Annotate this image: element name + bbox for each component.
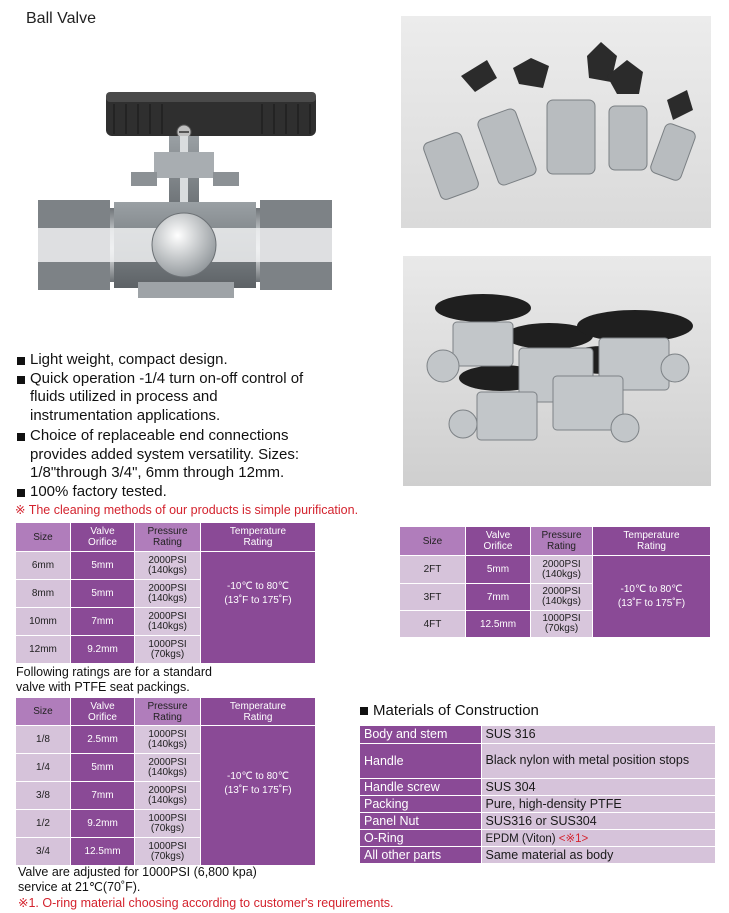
cell-pressure: 1000PSI (70kgs) <box>135 838 201 866</box>
feature-item: 100% factory tested. <box>16 483 376 502</box>
material-value: Same material as body <box>481 846 715 863</box>
cell-orifice: 12.5mm <box>71 838 135 866</box>
table-row <box>360 846 715 863</box>
cell-size: 8mm <box>16 580 71 608</box>
cell-pressure: 2000PSI (140kgs) <box>135 782 201 810</box>
size-table-inch <box>16 698 316 866</box>
cell-pressure: 1000PSI (140kgs) <box>135 726 201 754</box>
material-part: Panel Nut <box>360 812 481 829</box>
material-part: Packing <box>360 795 481 812</box>
size-table-ft <box>400 527 711 638</box>
cleaning-note: ※ The cleaning methods of our products is simple purification. <box>15 503 359 517</box>
header-pressure: Pressure Rating <box>531 527 593 556</box>
feature-item: Quick operation -1/4 turn on-off control of <box>16 370 376 389</box>
table-row <box>360 778 715 795</box>
material-value: Pure, high-density PTFE <box>481 795 715 812</box>
feature-item-line: instrumentation applications. <box>30 406 221 424</box>
cell-size: 1/8 <box>16 726 71 754</box>
table-row <box>16 726 316 754</box>
feature-item-line: provides added system versatility. Sizes: <box>30 445 299 463</box>
oring-note: ※1. O-ring material choosing according to customer's requirements. <box>18 896 394 910</box>
feature-item-line: 1/8"through 3/4", 6mm through 12mm. <box>30 464 285 481</box>
material-value: SUS 304 <box>481 778 715 795</box>
cell-size: 2FT <box>400 556 466 584</box>
valves-assembly-photo <box>403 256 711 486</box>
table-row <box>360 812 715 829</box>
material-part: Handle <box>360 743 481 778</box>
valves-product-photo <box>401 16 711 228</box>
valves-assembly-illustration <box>403 256 711 486</box>
materials-table <box>360 726 715 864</box>
cell-size: 1/2 <box>16 810 71 838</box>
cell-size: 3FT <box>400 584 466 611</box>
table-row <box>16 552 316 580</box>
cell-orifice: 5mm <box>466 556 531 584</box>
header-orifice: Valve Orifice <box>71 523 135 552</box>
material-value: SUS 316 <box>481 726 715 743</box>
cell-pressure: 2000PSI (140kgs) <box>135 608 201 636</box>
cell-orifice: 2.5mm <box>71 726 135 754</box>
table-row <box>360 795 715 812</box>
feature-list <box>16 351 376 501</box>
cell-temperature: -10℃ to 80℃ (13˚F to 175˚F) <box>593 556 711 638</box>
cell-size: 10mm <box>16 608 71 636</box>
header-temperature: Temperature Rating <box>593 527 711 556</box>
cell-orifice: 9.2mm <box>71 636 135 664</box>
cell-size: 1/4 <box>16 754 71 782</box>
cell-size: 12mm <box>16 636 71 664</box>
footnote-mark: <※1> <box>558 832 589 845</box>
cell-pressure: 1000PSI (70kgs) <box>531 611 593 638</box>
cell-pressure: 1000PSI (70kgs) <box>135 810 201 838</box>
cell-pressure: 2000PSI (140kgs) <box>135 754 201 782</box>
cell-pressure: 2000PSI (140kgs) <box>135 580 201 608</box>
cell-pressure: 1000PSI (70kgs) <box>135 636 201 664</box>
header-temperature: Temperature Rating <box>201 523 316 552</box>
header-pressure: Pressure Rating <box>135 698 201 726</box>
cell-orifice: 5mm <box>71 580 135 608</box>
adjusted-note: Valve are adjusted for 1000PSI (6,800 kpa) service at 21℃(70˚F). <box>18 865 257 894</box>
cell-orifice: 7mm <box>71 608 135 636</box>
feature-item: Choice of replaceable end connections <box>16 427 376 446</box>
cell-pressure: 2000PSI (140kgs) <box>135 552 201 580</box>
material-part: All other parts <box>360 846 481 863</box>
material-part: O-Ring <box>360 829 481 846</box>
header-temperature: Temperature Rating <box>201 698 316 726</box>
material-value: Black nylon with metal position stops <box>481 743 715 778</box>
table-row <box>360 829 715 846</box>
ball-valve-cross-section-diagram <box>14 82 354 304</box>
cell-orifice: 9.2mm <box>71 810 135 838</box>
feature-item-line: fluids utilized in process and <box>30 388 218 405</box>
cell-orifice: 5mm <box>71 754 135 782</box>
feature-item: Light weight, compact design. <box>16 351 376 370</box>
header-size: Size <box>16 523 71 552</box>
material-value: SUS316 or SUS304 <box>481 812 715 829</box>
table-row <box>360 743 715 778</box>
header-pressure: Pressure Rating <box>135 523 201 552</box>
header-orifice: Valve Orifice <box>71 698 135 726</box>
cell-orifice: 12.5mm <box>466 611 531 638</box>
cell-orifice: 5mm <box>71 552 135 580</box>
cell-size: 4FT <box>400 611 466 638</box>
cell-pressure: 2000PSI (140kgs) <box>531 556 593 584</box>
header-size: Size <box>400 527 466 556</box>
cell-temperature: -10℃ to 80℃ (13˚F to 175˚F) <box>201 552 316 664</box>
valves-group-illustration <box>401 16 711 228</box>
size-table-mm <box>16 523 316 664</box>
material-part: Handle screw <box>360 778 481 795</box>
cell-temperature: -10℃ to 80℃ (13˚F to 175˚F) <box>201 726 316 866</box>
table-row <box>400 556 711 584</box>
cell-orifice: 7mm <box>71 782 135 810</box>
page-title: Ball Valve <box>26 10 96 27</box>
materials-title: Materials of Construction <box>359 702 539 719</box>
table-row <box>360 726 715 743</box>
cell-pressure: 2000PSI (140kgs) <box>531 584 593 611</box>
material-part: Body and stem <box>360 726 481 743</box>
cell-size: 6mm <box>16 552 71 580</box>
cell-orifice: 7mm <box>466 584 531 611</box>
cell-size: 3/4 <box>16 838 71 866</box>
cell-size: 3/8 <box>16 782 71 810</box>
ratings-note: Following ratings are for a standard valve with PTFE seat packings. <box>16 665 212 694</box>
material-value: EPDM (Viton) <※1> <box>481 829 715 846</box>
header-orifice: Valve Orifice <box>466 527 531 556</box>
header-size: Size <box>16 698 71 726</box>
